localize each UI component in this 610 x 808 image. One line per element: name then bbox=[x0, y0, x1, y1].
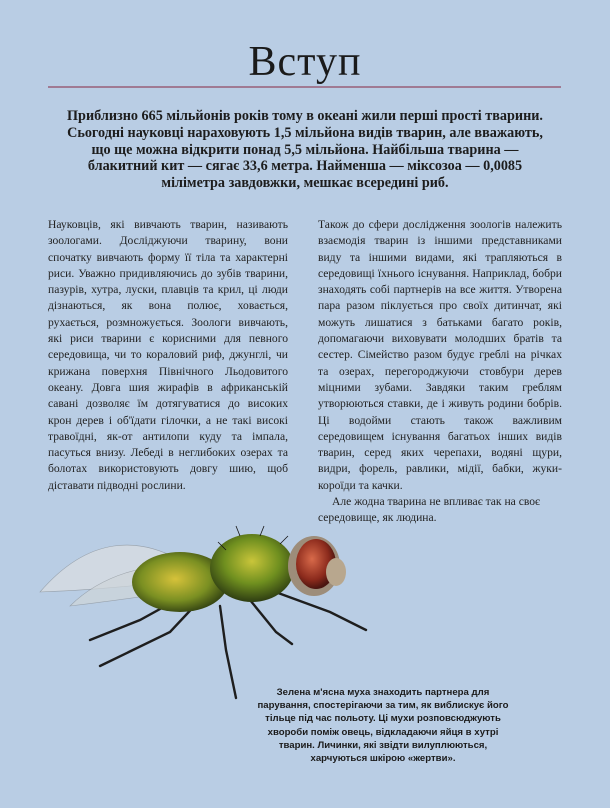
figure-caption: Зелена м'ясна муха знаходить партнера для парування, спостерігаючи за тим, як виблискує його тільце під час польоту. Ці мухи розповсюджують хвороби поміж овець, відкладаючи яйця в хутрі тварин. Личинки, які звідти вилуплюються, харчуються шкірою «жертви». bbox=[257, 687, 509, 765]
left-column bbox=[48, 217, 288, 494]
page-title: Вступ bbox=[248, 39, 362, 85]
right-column-text: Також до сфери дослідження зоологів належить взаємодія тварин із іншими представниками виду та іншими видами, які трапляються в середовищі їхнього існування. Наприклад, бобри знаходять собі партнерів на все життя. Утворена пара разом піклується про своїх дитинчат, які можуть лишатися з батьками багато років, допомагаючи виховувати молодших братів та сестер. Сімейство разом будує греблі на річках та озерах, перегороджуючи стовбури дерев міцними зубами. Завдяки таким греблям утворюються ставки, де і живуть родини бобрів. Ці водойми стають також важливим середовищем існування багатьох інших видів тварин, серед яких черепахи, водяні щури, видри, форель, равлики, мідії, бабки, жуки-короїди та качки. bbox=[318, 218, 562, 492]
green-bottle-fly-illustration bbox=[30, 520, 370, 700]
lead-paragraph: Приблизно 665 мільйонів років тому в океані жили перші прості тварини. Сьогодні науковці нараховують 1,5 мільйона видів тварин, але вважають, що ще можна відкрити понад 5,5 мільйона. Найбільша тварина — блакитний кит — сягає 33,6 метра. Найменша — міксозоа — 0,0085 міліметра завдовжки, мешкає всередині риб. bbox=[67, 108, 543, 192]
left-column-text: Науковців, які вивчають тварин, називають зоологами. Досліджуючи тварину, вони спочатку вивчають форму її тіла та характерні риси. Уважно придивляючись до зубів тварини, пазурів, хутра, луски, плавців та крил, ці люди дізнаються, як вона полює, ховається, рухається, розмножується. Зоологи вивчають, які риси тварини є корисними для певного середовища, чи то кораловий риф, джунглі, чи крижана поверхня Північного Льодовитого океану. Довга шия жирафів в африканській савані дозволяє їм дотягуватися до високих крон дерев і об'їдати гілочки, а не такі високі травоїдні, як-от антилопи куду та імпала, пасуться внизу. Лебеді в неглибоких озерах та болотах використовують довгу шию, щоб діставати підводні рослини. bbox=[48, 218, 288, 492]
title-divider bbox=[48, 86, 561, 88]
right-column-closing: Але жодна тварина не впливає так на своє середовище, як людина. bbox=[318, 495, 541, 525]
right-column bbox=[318, 217, 562, 527]
